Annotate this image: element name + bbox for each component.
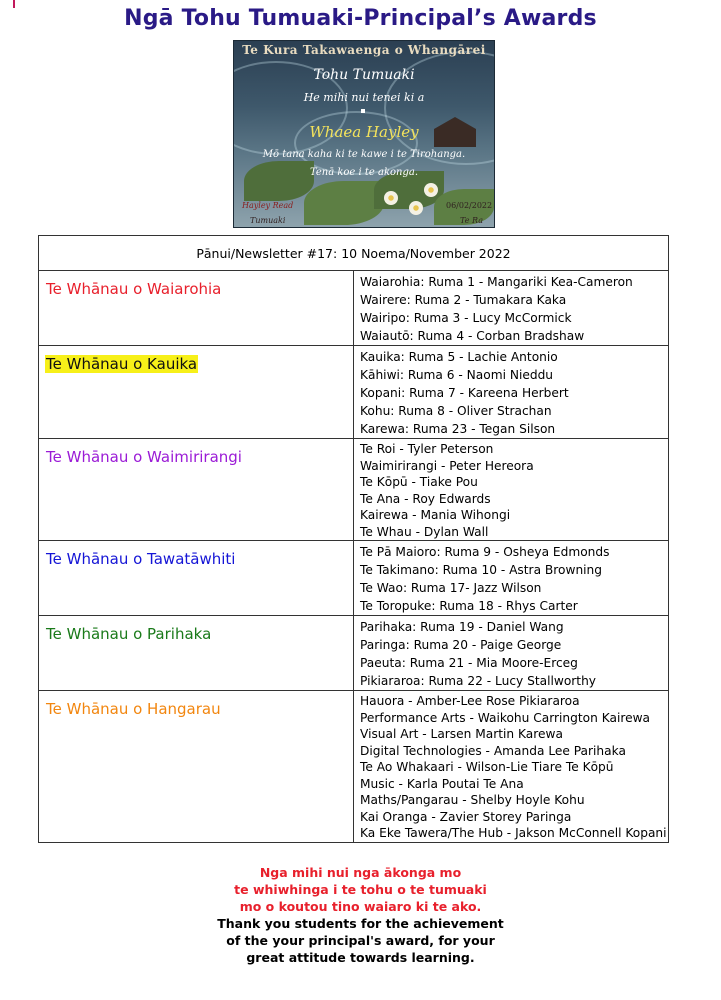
list-item: Performance Arts - Waikohu Carrington Kairewa: [360, 710, 651, 725]
footer-maori-line: Nga mihi nui nga ākonga mo: [259, 865, 462, 880]
page-title: Ngā Tohu Tumuaki-Principal’s Awards: [124, 6, 597, 31]
certificate-date: 06/02/2022: [446, 201, 493, 210]
flower-icon: [409, 201, 423, 215]
members-cell: [354, 691, 669, 843]
whanau-name-cell: [39, 346, 354, 439]
members-cell: [354, 271, 669, 346]
certificate-subheading: He mihi nui tenei ki a: [303, 91, 425, 104]
table-row: [39, 616, 669, 691]
list-item: Te Takimano: Ruma 10 - Astra Browning: [360, 563, 603, 577]
list-item: Hauora - Amber-Lee Rose Pikiararoa: [360, 694, 580, 708]
list-item: Paringa: Ruma 20 - Paige George: [360, 638, 562, 652]
table-row: [39, 541, 669, 616]
list-item: Maths/Pangarau - Shelby Hoyle Kohu: [360, 793, 585, 807]
members-cell: [354, 346, 669, 439]
footer-english-line: Thank you students for the achievement: [217, 916, 504, 931]
whanau-name: Te Whānau o Parihaka: [46, 625, 212, 643]
whanau-name-cell: [39, 691, 354, 843]
list-item: Wairere: Ruma 2 - Tumakara Kaka: [360, 293, 567, 307]
footer-message: [0, 864, 721, 966]
list-item: Digital Technologies - Amanda Lee Parihaka: [360, 743, 626, 758]
list-item: Kairewa - Mania Wihongi: [360, 508, 511, 522]
flower-icon: [424, 183, 438, 197]
signature-name: Hayley Read: [242, 201, 294, 210]
list-item: Karewa: Ruma 23 - Tegan Silson: [360, 422, 556, 436]
list-item: Te Pā Maioro: Ruma 9 - Osheya Edmonds: [360, 545, 610, 559]
table-header-row: [39, 236, 669, 271]
whanau-name: Te Whānau o Kauika: [46, 355, 198, 373]
list-item: Paeuta: Ruma 21 - Mia Moore-Erceg: [360, 656, 578, 670]
list-item: Kāhiwi: Ruma 6 - Naomi Nieddu: [360, 368, 554, 382]
list-item: Te Toropuke: Ruma 18 - Rhys Carter: [360, 599, 578, 613]
newsletter-heading: Pānui/Newsletter #17: 10 Noema/November 2022: [39, 236, 669, 271]
list-item: Waiautō: Ruma 4 - Corban Bradshaw: [360, 329, 585, 343]
list-item: Te Whau - Dylan Wall: [360, 524, 489, 539]
list-item: Waiarohia: Ruma 1 - Mangariki Kea-Cameron: [360, 275, 633, 289]
certificate-school: Te Kura Takawaenga o Whangārei: [242, 43, 486, 57]
whanau-name: Te Whānau o Waimirirangi: [46, 448, 242, 466]
members-cell: [354, 541, 669, 616]
list-item: Wairipo: Ruma 3 - Lucy McCormick: [360, 311, 572, 325]
awards-table: [38, 235, 669, 843]
signature-role: Tumuaki: [250, 216, 286, 225]
whanau-name: Te Whānau o Tawatāwhiti: [46, 550, 236, 568]
list-item: Visual Art - Larsen Martin Karewa: [360, 727, 563, 741]
list-item: Ka Eke Tawera/The Hub - Jakson McConnell Kopani: [360, 826, 667, 840]
list-item: Te Roi - Tyler Peterson: [360, 442, 494, 456]
table-row: [39, 346, 669, 439]
whanau-name: Te Whānau o Hangarau: [46, 700, 221, 718]
list-item: Kohu: Ruma 8 - Oliver Strachan: [360, 404, 552, 418]
whanau-name: Te Whānau o Waiarohia: [46, 280, 222, 298]
flower-icon: [384, 191, 398, 205]
list-item: Music - Karla Poutai Te Ana: [360, 776, 524, 791]
certificate-heading: Tohu Tumuaki: [313, 67, 415, 83]
whanau-name-cell: [39, 439, 354, 541]
whanau-name-cell: [39, 616, 354, 691]
certificate-message-2: Tenā koe i te akonga.: [309, 167, 419, 178]
list-item: Kopani: Ruma 7 - Kareena Herbert: [360, 386, 569, 400]
certificate-recipient: Whaea Hayley: [309, 123, 419, 141]
members-cell: [354, 439, 669, 541]
list-item: Kauika: Ruma 5 - Lachie Antonio: [360, 350, 558, 364]
members-cell: [354, 616, 669, 691]
list-item: Te Kōpū - Tiake Pou: [360, 475, 478, 489]
list-item: Kai Oranga - Zavier Storey Paringa: [360, 809, 572, 824]
footer-maori-line: mo o koutou tino waiaro ki te ako.: [239, 899, 482, 914]
list-item: Pikiararoa: Ruma 22 - Lucy Stallworthy: [360, 674, 597, 688]
list-item: Waimirirangi - Peter Hereora: [360, 458, 534, 473]
table-row: [39, 271, 669, 346]
list-item: Te Ana - Roy Edwards: [360, 491, 491, 506]
whanau-name-cell: [39, 541, 354, 616]
certificate-message-1: Mō tana kaha ki te kawe i te Tirohanga.: [262, 149, 466, 160]
whanau-name-cell: [39, 271, 354, 346]
list-item: Te Ao Whakaari - Wilson-Lie Tiare Te Kōpū: [360, 760, 614, 774]
certificate-date-label: Te Ra: [460, 216, 483, 225]
certificate-image: [233, 40, 495, 228]
table-row: [39, 691, 669, 843]
list-item: Parihaka: Ruma 19 - Daniel Wang: [360, 620, 564, 634]
list-item: Te Wao: Ruma 17- Jazz Wilson: [360, 581, 542, 595]
footer-maori-line: te whiwhinga i te tohu o te tumuaki: [234, 882, 487, 897]
footer-english-line: of the your principal's award, for your: [226, 933, 495, 948]
footer-english-line: great attitude towards learning.: [246, 950, 475, 965]
table-row: [39, 439, 669, 541]
